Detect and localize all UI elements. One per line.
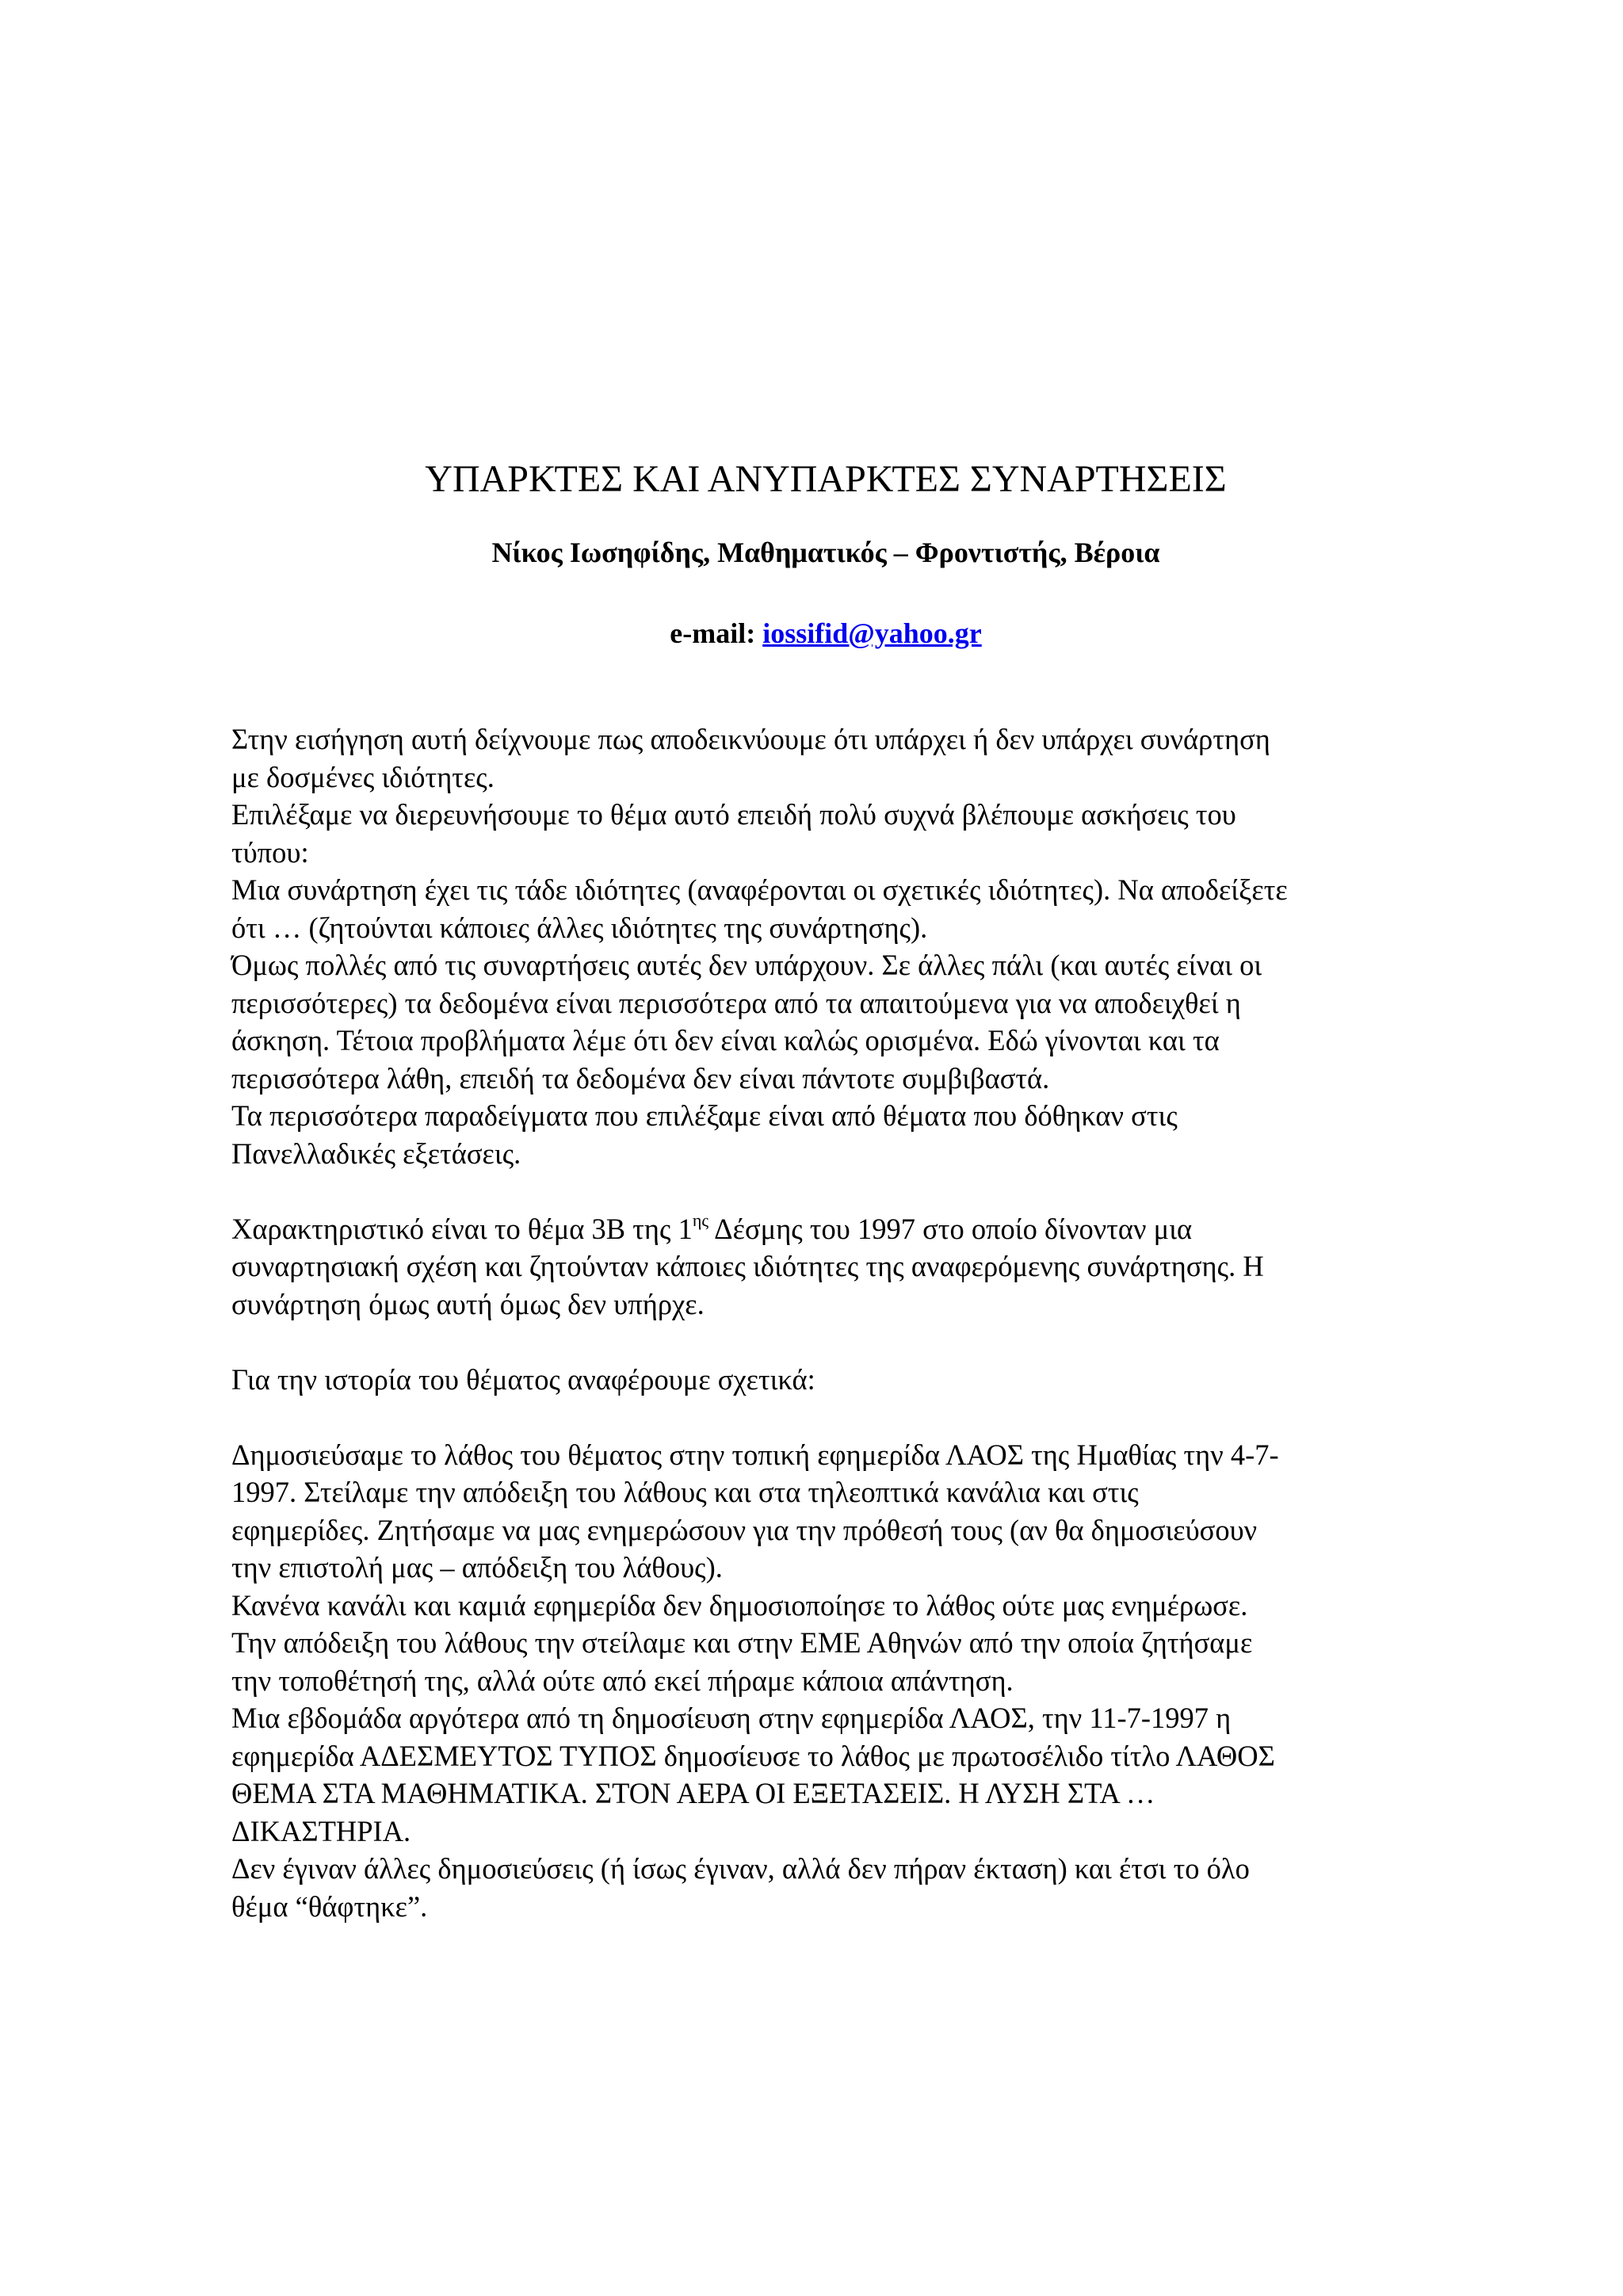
intro-paragraph <box>231 720 1420 1925</box>
author-line: Νίκος Ιωσηφίδης, Μαθηματικός – Φροντιστής, Βέροια <box>491 537 1160 568</box>
text-line: με δοσμένες ιδιότητες. <box>231 760 495 793</box>
history-intro-line: Για την ιστορία του θέματος αναφέρουμε σχετικά: <box>231 1362 815 1396</box>
text-line: Τα περισσότερα παραδείγματα που επιλέξαμε είναι από θέματα που δόθηκαν στις <box>231 1099 1178 1132</box>
text-line: Δημοσιεύσαμε το λάθος του θέματος στην τοπική εφημερίδα ΛΑΟΣ της Ημαθίας την 4-7- <box>231 1438 1279 1471</box>
email-line <box>231 616 1420 651</box>
characteristic-text-after: Δέσμης του 1997 στο οποίο δίνονταν μια <box>708 1212 1193 1245</box>
characteristic-text-before: Χαρακτηριστικό είναι το θέμα 3Β της 1 <box>231 1212 693 1245</box>
text-line: Μια συνάρτηση έχει τις τάδε ιδιότητες (αναφέρονται οι σχετικές ιδιότητες). Να αποδείξετε <box>231 873 1288 906</box>
text-line: Κανένα κανάλι και καμιά εφημερίδα δεν δημοσιοποίησε το λάθος ούτε μας ενημέρωσε. <box>231 1588 1248 1622</box>
characteristic-line-1 <box>231 1210 1420 1248</box>
text-line: συνάρτηση όμως αυτή όμως δεν υπήρχε. <box>231 1287 705 1320</box>
text-line: την τοποθέτησή της, αλλά ούτε από εκεί πήραμε κάποια απάντηση. <box>231 1664 1014 1697</box>
text-line: Όμως πολλές από τις συναρτήσεις αυτές δεν υπάρχουν. Σε άλλες πάλι (και αυτές είναι οι <box>231 949 1262 981</box>
ordinal-superscript: ης <box>692 1209 709 1230</box>
text-line: άσκηση. Τέτοια προβλήματα λέμε ότι δεν είναι καλώς ορισμένα. Εδώ γίνονται και τα <box>231 1024 1220 1056</box>
text-line: τύπου: <box>231 835 309 869</box>
text-line: συναρτησιακή σχέση και ζητούνταν κάποιες ιδιότητες της αναφερόμενης συνάρτησης. Η <box>231 1250 1264 1282</box>
text-line: ότι … (ζητούνται κάποιες άλλες ιδιότητες της συνάρτησης). <box>231 911 928 944</box>
text-line: ΔΙΚΑΣΤΗΡΙΑ. <box>231 1814 411 1847</box>
text-line: περισσότερες) τα δεδομένα είναι περισσότερα από τα απαιτούμενα για να αποδειχθεί η <box>231 986 1241 1019</box>
paragraph-gap <box>231 1398 1420 1436</box>
text-line: εφημερίδα ΑΔΕΣΜΕΥΤΟΣ ΤΥΠΟΣ δημοσίευσε το λάθος με πρωτοσέλιδο τίτλο ΛΑΘΟΣ <box>231 1739 1275 1772</box>
document-title: ΥΠΑΡΚΤΕΣ ΚΑΙ ΑΝΥΠΑΡΚΤΕΣ ΣΥΝΑΡΤΗΣΕΙΣ <box>425 458 1227 500</box>
text-line: 1997. Στείλαμε την απόδειξη του λάθους και στα τηλεοπτικά κανάλια και στις <box>231 1476 1139 1508</box>
text-line: περισσότερα λάθη, επειδή τα δεδομένα δεν είναι πάντοτε συμβιβαστά. <box>231 1061 1050 1095</box>
text-line: Επιλέξαμε να διερευνήσουμε το θέμα αυτό επειδή πολύ συχνά βλέπουμε ασκήσεις του <box>231 798 1236 831</box>
text-line: Την απόδειξη του λάθους την στείλαμε και στην ΕΜΕ Αθηνών από την οποία ζητήσαμε <box>231 1626 1253 1659</box>
text-line: Δεν έγιναν άλλες δημοσιεύσεις (ή ίσως έγιναν, αλλά δεν πήραν έκταση) και έτσι το όλο <box>231 1852 1250 1885</box>
paragraph-gap <box>231 1172 1420 1210</box>
text-line: Μια εβδομάδα αργότερα από τη δημοσίευση στην εφημερίδα ΛΑΟΣ, την 11-7-1997 η <box>231 1702 1232 1734</box>
text-line: Πανελλαδικές εξετάσεις. <box>231 1137 521 1170</box>
page-content <box>231 456 1420 1925</box>
text-line: θέμα “θάφτηκε”. <box>231 1889 428 1923</box>
email-link[interactable]: iossifid@yahoo.gr <box>762 617 982 649</box>
text-line: Στην εισήγηση αυτή δείχνουμε πως αποδεικνύουμε ότι υπάρχει ή δεν υπάρχει συνάρτηση <box>231 723 1270 755</box>
text-line: ΘΕΜΑ ΣΤΑ ΜΑΘΗΜΑΤΙΚΑ. ΣΤΟΝ ΑΕΡΑ ΟΙ ΕΞΕΤΑΣΕΙΣ. Η ΛΥΣΗ ΣΤΑ … <box>231 1777 1155 1809</box>
text-line: εφημερίδες. Ζητήσαμε να μας ενημερώσουν για την πρόθεσή τους (αν θα δημοσιεύσουν <box>231 1513 1258 1546</box>
email-label: e-mail: <box>670 617 763 649</box>
text-line: την επιστολή μας – απόδειξη του λάθους). <box>231 1551 723 1584</box>
paragraph-gap <box>231 1323 1420 1361</box>
